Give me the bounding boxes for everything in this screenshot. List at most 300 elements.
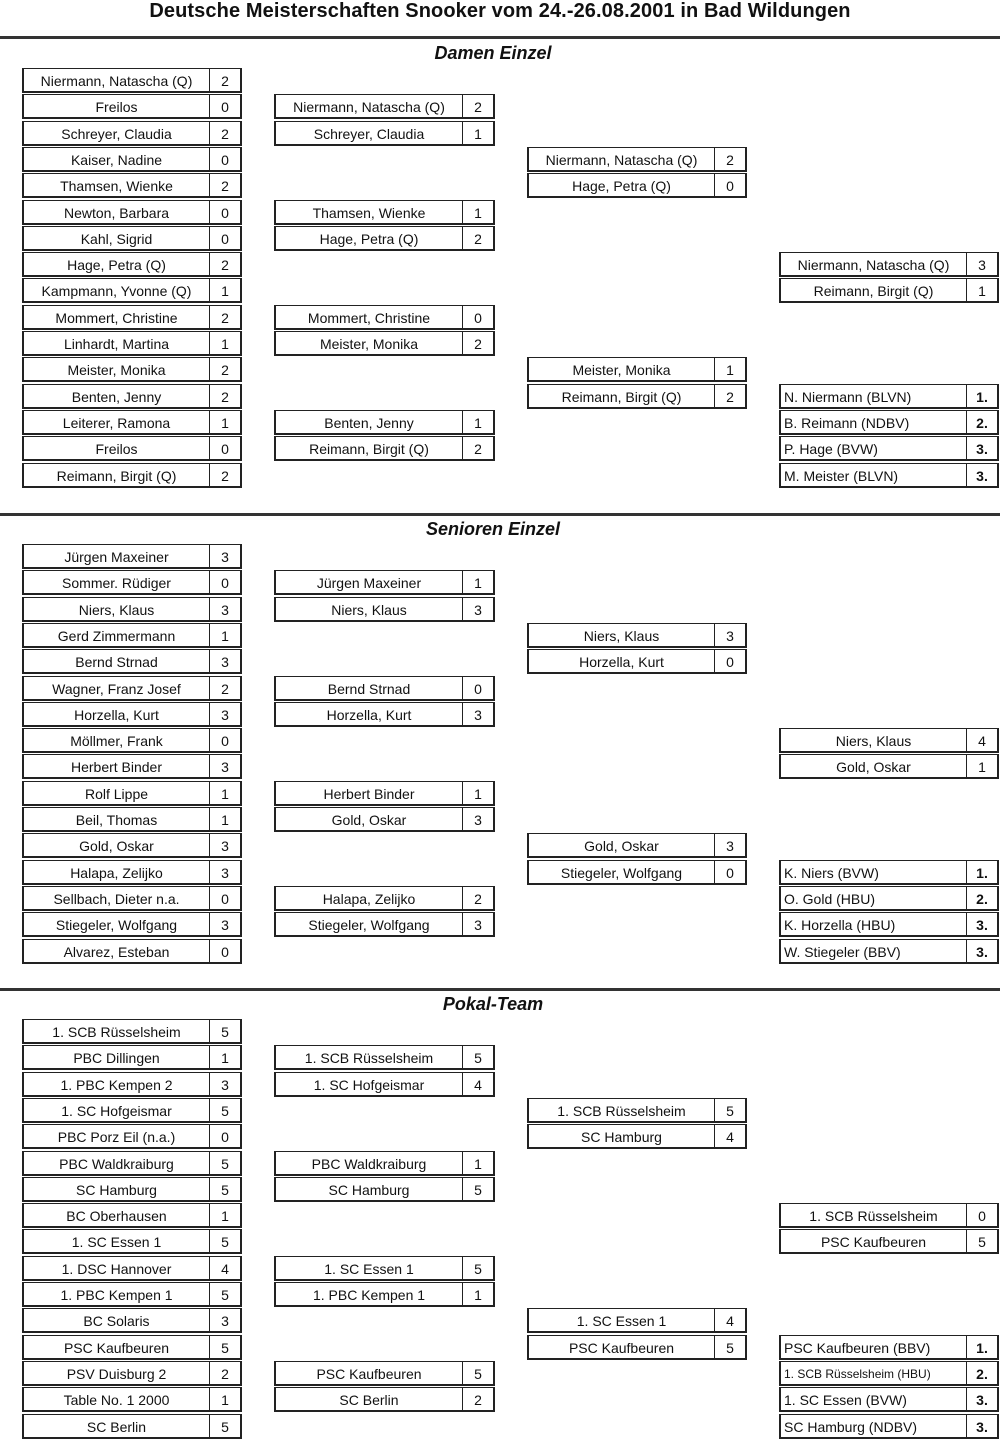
player-name: Rolf Lippe: [84, 786, 149, 802]
round1-entry: [22, 226, 242, 251]
score: 3: [209, 913, 240, 935]
page-title: Deutsche Meisterschaften Snooker vom 24.-26.08.2001 in Bad Wildungen: [149, 0, 851, 22]
placement: 3.: [966, 437, 997, 459]
player-name: PBC Dillingen: [73, 1050, 160, 1066]
placement: 2.: [966, 887, 997, 909]
round1-entry: [22, 200, 242, 225]
round1-entry: [22, 147, 242, 172]
round1-entry: [22, 68, 242, 93]
score: 3: [209, 755, 240, 777]
placement: 3.: [966, 1388, 997, 1410]
round1-entry: [22, 1387, 242, 1412]
round1-entry: [22, 939, 242, 964]
score: 1: [209, 1046, 240, 1068]
round1-entry: [22, 252, 242, 277]
placement: 3.: [966, 1415, 997, 1437]
score: 1: [462, 1152, 493, 1174]
round2-entry: [274, 702, 495, 727]
player-name: PSV Duisburg 2: [66, 1366, 167, 1382]
score: 0: [209, 887, 240, 909]
player-name: 1. SC Essen 1: [71, 1234, 162, 1250]
round1-entry: [22, 649, 242, 674]
score: 2: [209, 677, 240, 699]
score: 5: [966, 1230, 997, 1252]
player-name: PSC Kaufbeuren: [568, 1340, 675, 1356]
player-name: Thamsen, Wienke: [312, 205, 426, 221]
score: 2: [462, 437, 493, 459]
round2-entry: [274, 410, 495, 435]
score: 0: [462, 306, 493, 328]
score: 0: [714, 861, 745, 883]
player-name: Horzella, Kurt: [579, 654, 664, 670]
player-name: SC Berlin: [86, 1419, 147, 1435]
ranking-entry: [779, 410, 999, 435]
round2-entry: [274, 331, 495, 356]
score: 1: [209, 332, 240, 354]
score: 0: [209, 201, 240, 223]
round1-entry: [22, 1229, 242, 1254]
player-name: Bernd Strnad: [327, 681, 411, 697]
semifinal-entry: [527, 1098, 747, 1123]
player-name: Niermann, Natascha (Q): [545, 152, 698, 168]
player-name: Niers, Klaus: [78, 602, 155, 618]
score: 0: [209, 1125, 240, 1147]
score: 5: [209, 1283, 240, 1305]
score: 0: [209, 729, 240, 751]
score: 0: [462, 677, 493, 699]
placement: 2.: [966, 1362, 997, 1384]
player-name: Gerd Zimmermann: [57, 628, 176, 644]
round2-entry: [274, 200, 495, 225]
round2-entry: [274, 570, 495, 595]
score: 3: [462, 598, 493, 620]
score: 0: [714, 174, 745, 196]
semifinal-entry: [527, 357, 747, 382]
round1-entry: [22, 410, 242, 435]
player-name: Benten, Jenny: [71, 389, 162, 405]
player-name: Halapa, Zelijko: [322, 891, 416, 907]
player-name: Hage, Petra (Q): [319, 231, 419, 247]
semifinal-entry: [527, 384, 747, 409]
player-name: 1. SCB Rüsselsheim: [304, 1050, 434, 1066]
score: 5: [209, 1415, 240, 1437]
ranking-entry: [779, 1335, 999, 1360]
round1-entry: [22, 1045, 242, 1070]
score: 1: [209, 1388, 240, 1410]
player-name: Meister, Monika: [572, 362, 671, 378]
ranking-entry: [779, 939, 999, 964]
round1-entry: [22, 676, 242, 701]
section-heading: Pokal-Team: [442, 994, 544, 1014]
player-name: 1. SC Hofgeismar: [61, 1103, 172, 1119]
round2-entry: [274, 886, 495, 911]
player-name: Leiterer, Ramona: [62, 415, 171, 431]
round1-entry: [22, 278, 242, 303]
player-name: Hage, Petra (Q): [67, 257, 166, 273]
score: 3: [209, 598, 240, 620]
score: 5: [209, 1099, 240, 1121]
round2-entry: [274, 1045, 495, 1070]
player-name: Freilos: [95, 441, 138, 457]
player-name: Mommert, Christine: [307, 310, 431, 326]
player-name: W. Stiegeler (BBV): [784, 944, 901, 960]
round1-entry: [22, 623, 242, 648]
player-name: PSC Kaufbeuren (BBV): [784, 1340, 931, 1356]
score: 5: [209, 1230, 240, 1252]
player-name: SC Hamburg: [328, 1182, 410, 1198]
score: 1: [209, 624, 240, 646]
player-name: B. Reimann (NDBV): [784, 415, 910, 431]
score: 5: [209, 1178, 240, 1200]
ranking-entry: [779, 912, 999, 937]
score: 2: [209, 464, 240, 486]
score: 2: [462, 227, 493, 249]
player-name: Gold, Oskar: [331, 812, 407, 828]
score: 5: [462, 1046, 493, 1068]
ranking-entry: [779, 463, 999, 488]
score: 3: [209, 1073, 240, 1095]
player-name: Meister, Monika: [67, 362, 166, 378]
round1-entry: [22, 833, 242, 858]
round1-entry: [22, 728, 242, 753]
score: 5: [462, 1362, 493, 1384]
player-name: BC Solaris: [83, 1313, 150, 1329]
round2-entry: [274, 305, 495, 330]
round1-entry: [22, 807, 242, 832]
player-name: 1. SC Hofgeismar: [313, 1077, 425, 1093]
round1-entry: [22, 1151, 242, 1176]
placement: 2.: [966, 411, 997, 433]
player-name: Thamsen, Wienke: [60, 178, 173, 194]
semifinal-entry: [527, 623, 747, 648]
round2-entry: [274, 807, 495, 832]
score: 5: [209, 1152, 240, 1174]
player-name: 1. SC Essen (BVW): [784, 1392, 907, 1408]
round1-entry: [22, 1177, 242, 1202]
score: 0: [209, 940, 240, 962]
score: 5: [714, 1336, 745, 1358]
score: 1: [462, 782, 493, 804]
placement: 1.: [966, 861, 997, 883]
score: 3: [462, 808, 493, 830]
score: 2: [714, 148, 745, 170]
round1-entry: [22, 570, 242, 595]
score: 3: [966, 253, 997, 275]
score: 5: [209, 1336, 240, 1358]
score: 4: [714, 1309, 745, 1331]
round2-entry: [274, 436, 495, 461]
score: 1: [209, 279, 240, 301]
player-name: SC Hamburg: [76, 1182, 157, 1198]
player-name: 1. SCB Rüsselsheim: [809, 1208, 938, 1224]
round2-entry: [274, 1177, 495, 1202]
score: 1: [209, 411, 240, 433]
round1-entry: [22, 331, 242, 356]
player-name: Reimann, Birgit (Q): [309, 441, 429, 457]
round1-entry: [22, 357, 242, 382]
score: 1: [462, 1283, 493, 1305]
player-name: Horzella, Kurt: [74, 707, 159, 723]
final-entry: [779, 1229, 999, 1254]
player-name: Herbert Binder: [323, 786, 415, 802]
score: 1: [462, 411, 493, 433]
player-name: Jürgen Maxeiner: [316, 575, 422, 591]
player-name: Bernd Strnad: [75, 654, 158, 670]
score: 2: [209, 385, 240, 407]
ranking-entry: [779, 860, 999, 885]
player-name: K. Horzella (HBU): [784, 917, 896, 933]
score: 3: [209, 703, 240, 725]
player-name: Kahl, Sigrid: [80, 231, 153, 247]
final-entry: [779, 754, 999, 779]
player-name: 1. PBC Kempen 1: [60, 1287, 173, 1303]
player-name: Möllmer, Frank: [70, 733, 163, 749]
player-name: Gold, Oskar: [836, 759, 911, 775]
player-name: 1. PBC Kempen 1: [312, 1287, 426, 1303]
round1-entry: [22, 1098, 242, 1123]
section-divider: [0, 36, 1000, 39]
score: 2: [462, 332, 493, 354]
round1-entry: [22, 1308, 242, 1333]
round2-entry: [274, 1072, 495, 1097]
round1-entry: [22, 912, 242, 937]
score: 3: [462, 703, 493, 725]
score: 1: [209, 1204, 240, 1226]
player-name: Horzella, Kurt: [326, 707, 412, 723]
player-name: SC Hamburg: [581, 1129, 662, 1145]
round1-entry: [22, 754, 242, 779]
placement: 1.: [966, 385, 997, 407]
score: 2: [209, 174, 240, 196]
section-divider: [0, 513, 1000, 516]
player-name: Niers, Klaus: [835, 733, 912, 749]
semifinal-entry: [527, 1124, 747, 1149]
final-entry: [779, 278, 999, 303]
round2-entry: [274, 121, 495, 146]
placement: 1.: [966, 1336, 997, 1358]
score: 1: [462, 201, 493, 223]
player-name: PSC Kaufbeuren: [820, 1234, 927, 1250]
score: 1: [462, 122, 493, 144]
round1-entry: [22, 463, 242, 488]
ranking-entry: [779, 886, 999, 911]
player-name: 1. DSC Hannover: [61, 1261, 172, 1277]
round1-entry: [22, 1256, 242, 1281]
player-name: 1. SC Essen 1: [576, 1313, 667, 1329]
final-entry: [779, 252, 999, 277]
semifinal-entry: [527, 833, 747, 858]
ranking-entry: [779, 384, 999, 409]
player-name: SC Berlin: [339, 1392, 399, 1408]
placement: 3.: [966, 940, 997, 962]
semifinal-entry: [527, 147, 747, 172]
player-name: Schreyer, Claudia: [61, 126, 172, 142]
round1-entry: [22, 1282, 242, 1307]
round1-entry: [22, 1203, 242, 1228]
ranking-entry: [779, 436, 999, 461]
score: 1: [462, 571, 493, 593]
player-name: Reimann, Birgit (Q): [561, 389, 682, 405]
player-name: Stiegeler, Wolfgang: [560, 865, 683, 881]
round1-entry: [22, 544, 242, 569]
player-name: Gold, Oskar: [584, 838, 659, 854]
player-name: 1. PBC Kempen 2: [60, 1077, 173, 1093]
score: 3: [209, 834, 240, 856]
player-name: 1. SCB Rüsselsheim: [557, 1103, 686, 1119]
round1-entry: [22, 173, 242, 198]
placement: 3.: [966, 464, 997, 486]
round2-entry: [274, 1361, 495, 1386]
round1-entry: [22, 436, 242, 461]
round2-entry: [274, 94, 495, 119]
player-name: Mommert, Christine: [55, 310, 178, 326]
score: 3: [462, 913, 493, 935]
score: 2: [209, 1362, 240, 1384]
ranking-entry: [779, 1387, 999, 1412]
round2-entry: [274, 1387, 495, 1412]
player-name: Wagner, Franz Josef: [52, 681, 181, 697]
round2-entry: [274, 226, 495, 251]
score: 3: [209, 545, 240, 567]
player-name: PSC Kaufbeuren: [316, 1366, 422, 1382]
player-name: Stiegeler, Wolfgang: [55, 917, 178, 933]
semifinal-entry: [527, 1335, 747, 1360]
section-heading: Damen Einzel: [434, 43, 552, 63]
score: 2: [209, 69, 240, 91]
round1-entry: [22, 1414, 242, 1439]
player-name: SC Hamburg (NDBV): [784, 1419, 918, 1435]
round1-entry: [22, 384, 242, 409]
section-heading: Senioren Einzel: [425, 519, 561, 539]
semifinal-entry: [527, 649, 747, 674]
round1-entry: [22, 121, 242, 146]
score: 0: [209, 95, 240, 117]
score: 3: [714, 834, 745, 856]
score: 1: [966, 755, 997, 777]
player-name: Stiegeler, Wolfgang: [308, 917, 430, 933]
score: 4: [966, 729, 997, 751]
round1-entry: [22, 1019, 242, 1044]
player-name: Kaiser, Nadine: [70, 152, 163, 168]
player-name: Kampmann, Yvonne (Q): [41, 283, 192, 299]
player-name: Reimann, Birgit (Q): [56, 468, 177, 484]
score: 0: [209, 437, 240, 459]
player-name: Beil, Thomas: [75, 812, 158, 828]
score: 2: [209, 253, 240, 275]
score: 0: [209, 571, 240, 593]
score: 2: [714, 385, 745, 407]
player-name: Linhardt, Martina: [63, 336, 170, 352]
score: 2: [209, 306, 240, 328]
player-name: Meister, Monika: [319, 336, 419, 352]
player-name: 1. SCB Rüsselsheim (HBU): [784, 1367, 931, 1381]
score: 2: [209, 122, 240, 144]
score: 2: [462, 95, 493, 117]
player-name: Halapa, Zelijko: [70, 865, 163, 881]
section-divider: [0, 988, 1000, 991]
score: 5: [714, 1099, 745, 1121]
score: 2: [462, 1388, 493, 1410]
final-entry: [779, 728, 999, 753]
score: 0: [209, 227, 240, 249]
score: 2: [462, 887, 493, 909]
round2-entry: [274, 1151, 495, 1176]
player-name: Benten, Jenny: [324, 415, 414, 431]
round1-entry: [22, 886, 242, 911]
score: 2: [209, 358, 240, 380]
score: 1: [209, 782, 240, 804]
player-name: Jürgen Maxeiner: [64, 549, 169, 565]
semifinal-entry: [527, 1308, 747, 1333]
player-name: BC Oberhausen: [66, 1208, 167, 1224]
player-name: Niers, Klaus: [331, 602, 407, 618]
player-name: Herbert Binder: [70, 759, 163, 775]
score: 5: [462, 1178, 493, 1200]
score: 4: [209, 1257, 240, 1279]
player-name: PSC Kaufbeuren: [63, 1340, 170, 1356]
player-name: Alvarez, Esteban: [63, 944, 170, 960]
score: 1: [209, 808, 240, 830]
score: 4: [714, 1125, 745, 1147]
round2-entry: [274, 781, 495, 806]
player-name: Niermann, Natascha (Q): [797, 257, 950, 273]
score: 5: [462, 1257, 493, 1279]
score: 5: [209, 1020, 240, 1042]
player-name: Sommer. Rüdiger: [62, 575, 171, 591]
player-name: Gold, Oskar: [79, 838, 154, 854]
score: 0: [209, 148, 240, 170]
round1-entry: [22, 860, 242, 885]
score: 3: [209, 861, 240, 883]
round1-entry: [22, 1072, 242, 1097]
player-name: O. Gold (HBU): [784, 891, 876, 907]
player-name: PBC Waldkraiburg: [311, 1156, 427, 1172]
player-name: Sellbach, Dieter n.a.: [53, 891, 180, 907]
player-name: Niers, Klaus: [583, 628, 660, 644]
round1-entry: [22, 781, 242, 806]
ranking-entry: [779, 1361, 999, 1386]
player-name: Schreyer, Claudia: [313, 126, 425, 142]
score: 4: [462, 1073, 493, 1095]
round1-entry: [22, 305, 242, 330]
player-name: N. Niermann (BLVN): [784, 389, 912, 405]
player-name: Hage, Petra (Q): [572, 178, 671, 194]
player-name: PBC Waldkraiburg: [59, 1156, 174, 1172]
semifinal-entry: [527, 173, 747, 198]
round1-entry: [22, 1124, 242, 1149]
semifinal-entry: [527, 860, 747, 885]
round2-entry: [274, 1256, 495, 1281]
player-name: Table No. 1 2000: [63, 1392, 170, 1408]
score: 1: [966, 279, 997, 301]
player-name: PBC Porz Eil (n.a.): [57, 1129, 176, 1145]
round1-entry: [22, 1361, 242, 1386]
round1-entry: [22, 702, 242, 727]
player-name: M. Meister (BLVN): [784, 468, 899, 484]
round1-entry: [22, 94, 242, 119]
score: 0: [714, 650, 745, 672]
round2-entry: [274, 1282, 495, 1307]
player-name: Reimann, Birgit (Q): [813, 283, 934, 299]
player-name: 1. SC Essen 1: [324, 1261, 414, 1277]
player-name: P. Hage (BVW): [784, 441, 878, 457]
round1-entry: [22, 1335, 242, 1360]
round1-entry: [22, 597, 242, 622]
score: 0: [966, 1204, 997, 1226]
score: 3: [209, 1309, 240, 1331]
player-name: Niermann, Natascha (Q): [293, 99, 445, 115]
player-name: 1. SCB Rüsselsheim: [52, 1024, 181, 1040]
